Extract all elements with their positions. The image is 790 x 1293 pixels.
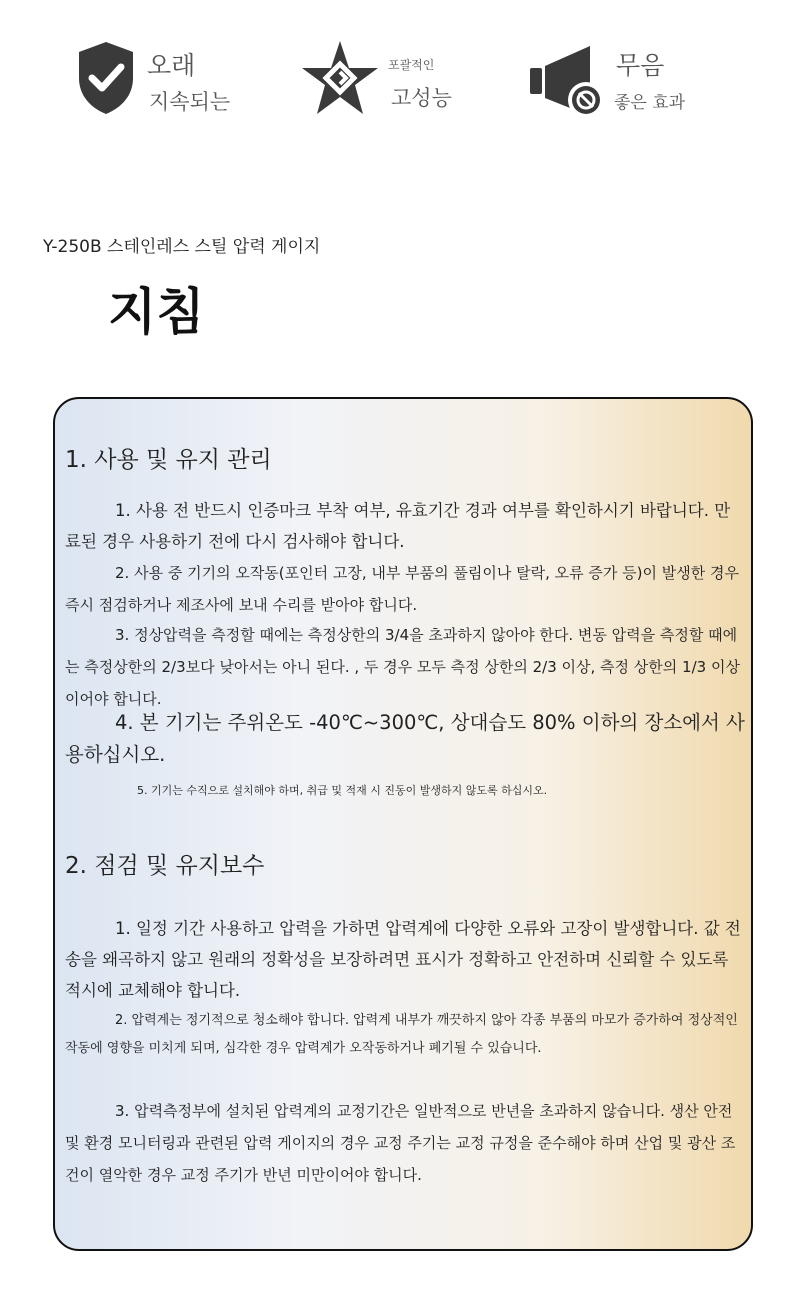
section2-heading: 2. 점검 및 유지보수 bbox=[65, 853, 265, 879]
section1-item-3: 3. 정상압력을 측정할 때에는 측정상한의 3/4을 초과하지 않아야 한다. 변동 압력을 측정할 때에는 측정상한의 2/3보다 낮아서는 아니 된다. , 두 경우 모두 측정 상한의 2/3 이상, 측정 상한의 1/3 이상이어야 합니다. bbox=[65, 626, 740, 708]
feature-silent-line2: 좋은 효과 bbox=[614, 93, 686, 113]
section2-item-3: 3. 압력측정부에 설치된 압력계의 교정기간은 일반적으로 반년을 초과하지 않습니다. 생산 안전 및 환경 모니터링과 관련된 압력 게이지의 경우 교정 주기는 교정 규정을 준수해야 하며 산업 및 광산 조건이 열악한 경우 교정 주기가 반년 미만이어야 합니다. bbox=[65, 1102, 736, 1184]
star-badge-icon bbox=[300, 38, 380, 118]
section1-item-2: 2. 사용 중 기기의 오작동(포인터 고장, 내부 부품의 풀림이나 탈락, 오류 증가 등)이 발생한 경우 즉시 점검하거나 제조사에 보내 수리를 받아야 합니다. bbox=[65, 564, 739, 614]
section1-item-5: 5. 기기는 수직으로 설치해야 하며, 취급 및 적재 시 진동이 발생하지 않도록 하십시오. bbox=[137, 784, 548, 797]
feature-silent-line1: 무음 bbox=[616, 51, 665, 80]
section1-item-1: 1. 사용 전 반드시 인증마크 부착 여부, 유효기간 경과 여부를 확인하시기 바랍니다. 만료된 경우 사용하기 전에 다시 검사해야 합니다. bbox=[65, 501, 731, 551]
product-subtitle: Y-250B 스테인레스 스틸 압력 게이지 bbox=[43, 237, 321, 257]
page-title: 지침 bbox=[108, 283, 205, 341]
speaker-mute-icon bbox=[528, 42, 612, 122]
section2-item-2: 2. 압력계는 정기적으로 청소해야 합니다. 압력계 내부가 깨끗하지 않아 각종 부품의 마모가 증가하여 정상적인 작동에 영향을 미치게 되며, 심각한 경우 압력계가 오작동하거나 폐기될 수 있습니다. bbox=[65, 1013, 738, 1056]
section1-heading: 1. 사용 및 유지 관리 bbox=[65, 447, 272, 473]
feature-durable-line1: 오래 bbox=[147, 51, 196, 80]
instructions-panel bbox=[53, 397, 753, 1251]
features-row bbox=[0, 38, 790, 128]
shield-check-icon bbox=[75, 40, 137, 116]
section1-item-4: 4. 본 기기는 주위온도 -40℃~300℃, 상대습도 80% 이하의 장소에서 사용하십시오. bbox=[65, 711, 745, 766]
feature-performance-line1: 포괄적인 bbox=[388, 58, 435, 72]
feature-durable-line2: 지속되는 bbox=[149, 90, 231, 114]
feature-performance-line2: 고성능 bbox=[391, 86, 452, 110]
section2-item-1: 1. 일정 기간 사용하고 압력을 가하면 압력계에 다양한 오류와 고장이 발생합니다. 값 전송을 왜곡하지 않고 원래의 정확성을 보장하려면 표시가 정확하고 안전하며 신뢰할 수 있도록 적시에 교체해야 합니다. bbox=[65, 919, 741, 1000]
